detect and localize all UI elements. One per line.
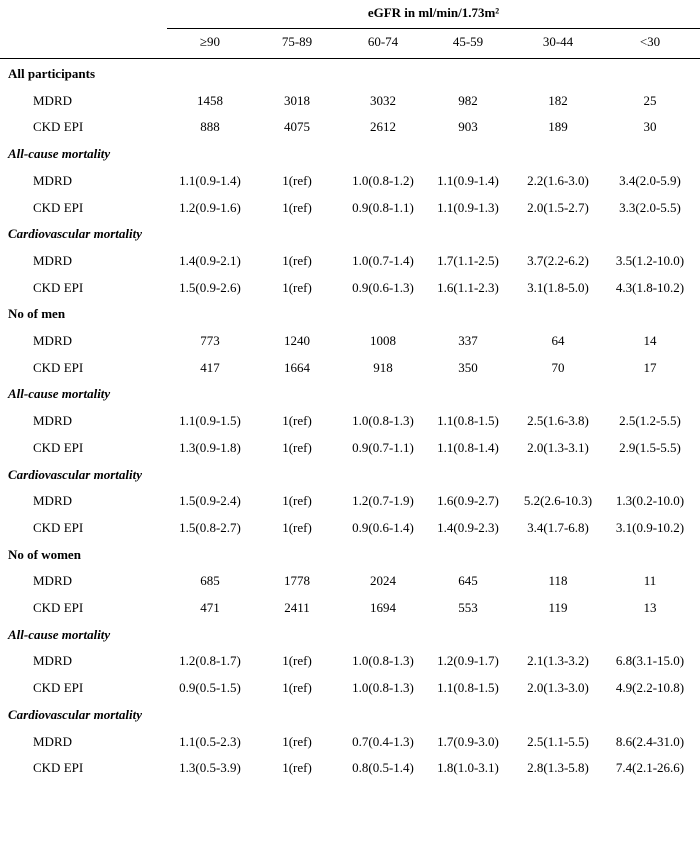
table-cell: 1.2(0.9-1.7)	[437, 653, 499, 669]
table-row	[0, 568, 700, 595]
table-cell: 1(ref)	[282, 252, 312, 268]
table-cell: 553	[458, 600, 478, 615]
table-cell: 1.6(0.9-2.7)	[437, 493, 499, 509]
table-cell: 903	[458, 119, 478, 135]
table-cell: 1.0(0.8-1.3)	[352, 653, 414, 669]
table-cell: 2.8(1.3-5.8)	[527, 760, 589, 776]
section-label: Cardiovascular mortality	[8, 226, 142, 242]
table-cell: 1.7(0.9-3.0)	[437, 733, 499, 749]
table-cell: 2612	[370, 119, 396, 135]
table-row	[0, 595, 700, 622]
table-cell: 1.3(0.5-3.9)	[179, 760, 241, 776]
table-cell: 1664	[284, 359, 310, 375]
section-label: All participants	[8, 66, 96, 81]
row-label: MDRD	[33, 573, 73, 589]
table-cell: 1(ref)	[282, 733, 312, 749]
table-cell: 1(ref)	[282, 199, 312, 215]
section-row	[0, 702, 700, 729]
table-cell: 1778	[284, 573, 310, 589]
table-row	[0, 275, 700, 302]
column-header: <30	[639, 34, 661, 49]
section-label: No of men	[8, 306, 66, 322]
table-cell: 30	[643, 119, 657, 135]
table-cell: 0.7(0.4-1.3)	[352, 733, 414, 749]
table-cell: 1.1(0.8-1.4)	[437, 439, 499, 455]
table-cell: 0.9(0.6-1.3)	[352, 279, 414, 295]
table-cell: 1.1(0.8-1.5)	[437, 680, 499, 696]
table-cell: 5.2(2.6-10.3)	[523, 493, 593, 509]
table-cell: 1(ref)	[282, 493, 312, 509]
section-label: All-cause mortality	[8, 626, 111, 642]
table-cell: 2.5(1.1-5.5)	[527, 733, 589, 749]
table-cell: 2.1(1.3-3.2)	[527, 653, 589, 669]
table-cell: 2.0(1.3-3.0)	[527, 680, 589, 696]
row-label: MDRD	[33, 733, 73, 749]
table-cell: 1.0(0.8-1.3)	[352, 680, 414, 696]
table-cell: 1240	[284, 333, 310, 348]
table-row	[0, 114, 700, 141]
row-label: CKD EPI	[33, 680, 84, 696]
table-cell: 3.1(0.9-10.2)	[615, 519, 685, 535]
table-row	[0, 488, 700, 515]
section-row	[0, 381, 700, 408]
table-cell: 4.9(2.2-10.8)	[615, 680, 685, 696]
table-cell: 1.4(0.9-2.1)	[179, 252, 241, 268]
table-cell: 1(ref)	[282, 279, 312, 295]
table-cell: 1.1(0.9-1.5)	[179, 413, 241, 429]
table-cell: 1(ref)	[282, 413, 312, 429]
table-row	[0, 729, 700, 756]
table-cell: 4075	[284, 119, 310, 135]
column-header: ≥90	[199, 34, 221, 49]
row-label: MDRD	[33, 413, 73, 429]
row-label: CKD EPI	[33, 439, 84, 455]
table-cell: 1.4(0.9-2.3)	[437, 519, 499, 535]
table-cell: 1.5(0.9-2.4)	[179, 493, 241, 509]
table-cell: 1(ref)	[282, 653, 312, 669]
row-label: CKD EPI	[33, 119, 84, 135]
section-row	[0, 61, 700, 88]
table-cell: 7.4(2.1-26.6)	[615, 760, 685, 776]
table-cell: 1(ref)	[282, 439, 312, 455]
section-row	[0, 221, 700, 248]
row-label: CKD EPI	[33, 279, 84, 295]
table-cell: 17	[643, 359, 657, 375]
table-cell: 119	[548, 600, 568, 615]
table-cell: 1.2(0.7-1.9)	[352, 493, 414, 509]
table-cell: 1.5(0.9-2.6)	[179, 279, 241, 295]
table-cell: 1.1(0.9-1.3)	[437, 199, 499, 215]
table-cell: 2.5(1.2-5.5)	[619, 413, 681, 429]
section-label: Cardiovascular mortality	[8, 466, 142, 482]
table-cell: 3032	[370, 92, 396, 108]
row-label: MDRD	[33, 252, 73, 268]
table-cell: 1694	[370, 600, 396, 615]
row-label: MDRD	[33, 172, 73, 188]
table-cell: 350	[458, 359, 478, 375]
table-cell: 2.9(1.5-5.5)	[619, 439, 681, 455]
table-cell: 3.3(2.0-5.5)	[619, 199, 681, 215]
table-cell: 1.7(1.1-2.5)	[437, 252, 499, 268]
header-rule	[0, 58, 700, 59]
row-label: MDRD	[33, 653, 73, 669]
table-row	[0, 168, 700, 195]
section-row	[0, 301, 700, 328]
table-row	[0, 648, 700, 675]
table-cell: 1.6(1.1-2.3)	[437, 279, 499, 295]
table-cell: 6.8(3.1-15.0)	[615, 653, 685, 669]
table-cell: 0.9(0.8-1.1)	[352, 199, 414, 215]
table-row	[0, 355, 700, 382]
section-row	[0, 462, 700, 489]
table-cell: 1.1(0.5-2.3)	[179, 733, 241, 749]
table-cell: 2.0(1.5-2.7)	[527, 199, 589, 215]
table-cell: 182	[548, 92, 568, 108]
table-cell: 1.1(0.9-1.4)	[437, 172, 499, 188]
row-label: CKD EPI	[33, 359, 84, 375]
column-header-row	[0, 29, 700, 56]
table-row	[0, 755, 700, 782]
table-cell: 189	[548, 119, 568, 135]
table-cell: 3.4(2.0-5.9)	[619, 172, 681, 188]
table-cell: 0.8(0.5-1.4)	[352, 760, 414, 776]
table-cell: 1.0(0.8-1.2)	[352, 172, 414, 188]
row-label: CKD EPI	[33, 760, 84, 776]
table-cell: 337	[458, 333, 478, 348]
table-cell: 982	[458, 92, 478, 108]
table-row	[0, 195, 700, 222]
table-cell: 888	[200, 119, 220, 135]
row-label: MDRD	[33, 333, 73, 348]
section-label: All-cause mortality	[8, 386, 111, 402]
table-cell: 1.1(0.8-1.5)	[437, 413, 499, 429]
table-cell: 2024	[370, 573, 396, 589]
egfr-spanner-header: eGFR in ml/min/1.73m²	[367, 5, 500, 20]
table-cell: 0.9(0.5-1.5)	[179, 680, 241, 696]
table-cell: 3.5(1.2-10.0)	[615, 252, 685, 268]
table-cell: 4.3(1.8-10.2)	[615, 279, 685, 295]
table-cell: 14	[643, 333, 657, 348]
table-cell: 8.6(2.4-31.0)	[615, 733, 685, 749]
table-cell: 0.9(0.6-1.4)	[352, 519, 414, 535]
table-cell: 1.2(0.9-1.6)	[179, 199, 241, 215]
table-cell: 0.9(0.7-1.1)	[352, 439, 414, 455]
table-cell: 11	[643, 573, 657, 589]
table-cell: 2.2(1.6-3.0)	[527, 172, 589, 188]
table-cell: 1.3(0.2-10.0)	[615, 493, 685, 509]
table-cell: 471	[200, 600, 220, 615]
table-cell: 1458	[197, 92, 223, 108]
table-cell: 1(ref)	[282, 172, 312, 188]
table-cell: 1.1(0.9-1.4)	[179, 172, 241, 188]
table-cell: 1(ref)	[282, 760, 312, 776]
table-cell: 3.1(1.8-5.0)	[527, 279, 589, 295]
row-label: MDRD	[33, 92, 73, 108]
section-row	[0, 622, 700, 649]
table-row	[0, 328, 700, 355]
section-row	[0, 542, 700, 569]
section-label: All-cause mortality	[8, 146, 111, 162]
table-row	[0, 248, 700, 275]
row-label: CKD EPI	[33, 519, 84, 535]
section-label: Cardiovascular mortality	[8, 706, 142, 722]
table-cell: 2411	[284, 600, 310, 615]
table-cell: 64	[551, 333, 565, 348]
column-header: 30-44	[542, 34, 574, 49]
table-cell: 645	[458, 573, 478, 589]
section-row	[0, 141, 700, 168]
column-header: 75-89	[281, 34, 313, 49]
table-row	[0, 408, 700, 435]
table-cell: 1.3(0.9-1.8)	[179, 439, 241, 455]
table-cell: 1.0(0.7-1.4)	[352, 252, 414, 268]
table-row	[0, 435, 700, 462]
table-cell: 70	[551, 359, 565, 375]
row-label: CKD EPI	[33, 600, 84, 615]
table-cell: 2.5(1.6-3.8)	[527, 413, 589, 429]
table-cell: 685	[200, 573, 220, 589]
table-cell: 3018	[284, 92, 310, 108]
table-cell: 1008	[370, 333, 396, 348]
row-label: CKD EPI	[33, 199, 84, 215]
column-header: 60-74	[367, 34, 399, 49]
table-row	[0, 675, 700, 702]
table-cell: 773	[200, 333, 220, 348]
table-cell: 13	[643, 600, 657, 615]
section-label: No of women	[8, 546, 81, 562]
table-cell: 1(ref)	[282, 680, 312, 696]
table-cell: 1.8(1.0-3.1)	[437, 760, 499, 776]
table-cell: 25	[643, 92, 657, 108]
table-row	[0, 88, 700, 115]
table-cell: 417	[200, 359, 220, 375]
table-cell: 1(ref)	[282, 519, 312, 535]
table-cell: 1.5(0.8-2.7)	[179, 519, 241, 535]
table-row	[0, 515, 700, 542]
table-cell: 1.2(0.8-1.7)	[179, 653, 241, 669]
table-cell: 918	[373, 359, 393, 375]
table-cell: 118	[548, 573, 568, 589]
table-cell: 3.7(2.2-6.2)	[527, 252, 589, 268]
column-header: 45-59	[452, 34, 484, 49]
table-cell: 1.0(0.8-1.3)	[352, 413, 414, 429]
row-label: MDRD	[33, 493, 73, 509]
table-cell: 3.4(1.7-6.8)	[527, 519, 589, 535]
table-cell: 2.0(1.3-3.1)	[527, 439, 589, 455]
